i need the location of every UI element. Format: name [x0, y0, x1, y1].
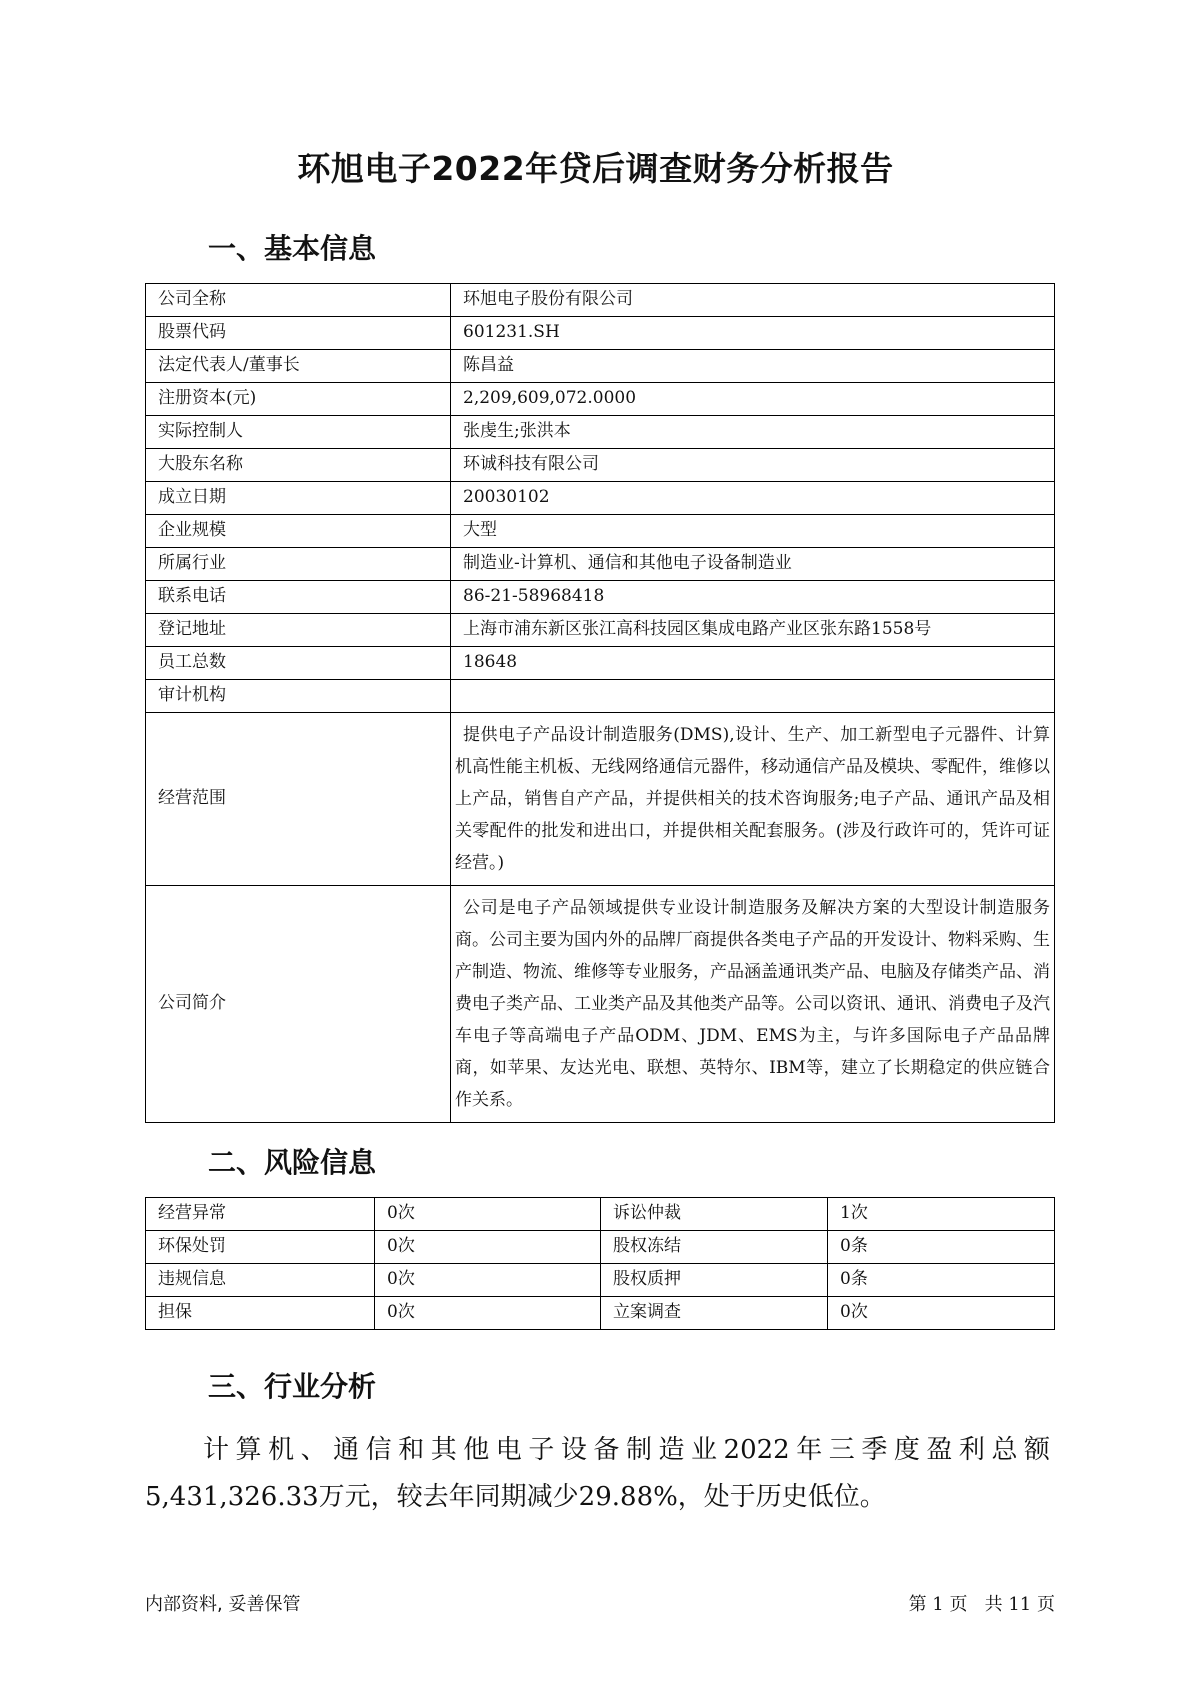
row-label: 大股东名称: [146, 449, 451, 482]
table-row: [146, 515, 1055, 548]
table-row: [146, 581, 1055, 614]
risk-value: 1次: [828, 1198, 1055, 1231]
table-row: [146, 614, 1055, 647]
business-scope-label: 经营范围: [146, 713, 451, 886]
table-row: [146, 548, 1055, 581]
table-row: [146, 383, 1055, 416]
table-row: [146, 1264, 1055, 1297]
row-value: 86-21-58968418: [451, 581, 1055, 614]
row-value: 2,209,609,072.0000: [451, 383, 1055, 416]
row-label: 公司全称: [146, 284, 451, 317]
risk-info-table: [145, 1197, 1055, 1330]
row-value: [451, 680, 1055, 713]
row-value: 陈昌益: [451, 350, 1055, 383]
footer-confidential-note: 内部资料, 妥善保管: [145, 1594, 301, 1615]
table-row: [146, 350, 1055, 383]
risk-value: 0次: [375, 1231, 601, 1264]
risk-value: 0次: [375, 1264, 601, 1297]
row-label: 登记地址: [146, 614, 451, 647]
table-row-company-profile: [146, 886, 1055, 1123]
row-label: 股票代码: [146, 317, 451, 350]
row-label: 注册资本(元): [146, 383, 451, 416]
risk-value: 0条: [828, 1264, 1055, 1297]
table-row: [146, 416, 1055, 449]
row-value: 上海市浦东新区张江高科技园区集成电路产业区张东路1558号: [451, 614, 1055, 647]
company-profile-label: 公司简介: [146, 886, 451, 1123]
table-row: [146, 1198, 1055, 1231]
section-heading-industry-analysis: 三、行业分析: [208, 1370, 377, 1403]
table-row: [146, 1297, 1055, 1330]
row-value: 环旭电子股份有限公司: [451, 284, 1055, 317]
row-value: 大型: [451, 515, 1055, 548]
risk-value: 0条: [828, 1231, 1055, 1264]
table-row: [146, 449, 1055, 482]
table-row: [146, 647, 1055, 680]
company-profile-text: 公司是电子产品领域提供专业设计制造服务及解决方案的大型设计制造服务商。公司主要为国内外的品牌厂商提供各类电子产品的开发设计、物料采购、生产制造、物流、维修等专业服务，产品涵盖通讯类产品、电脑及存储类产品、消费电子类产品、工业类产品及其他类产品等。公司以资讯、通讯、消费电子及汽车电子等高端电子产品ODM、JDM、EMS为主，与许多国际电子产品品牌商，如苹果、友达光电、联想、英特尔、IBM等，建立了长期稳定的供应链合作关系。: [451, 886, 1055, 1123]
page-title: 环旭电子2022年贷后调查财务分析报告: [297, 149, 894, 188]
row-label: 联系电话: [146, 581, 451, 614]
risk-value: 0次: [828, 1297, 1055, 1330]
risk-label: 股权质押: [601, 1264, 828, 1297]
row-label: 员工总数: [146, 647, 451, 680]
table-row: [146, 1231, 1055, 1264]
row-value: 601231.SH: [451, 317, 1055, 350]
table-row-business-scope: [146, 713, 1055, 886]
table-row: [146, 284, 1055, 317]
row-value: 制造业-计算机、通信和其他电子设备制造业: [451, 548, 1055, 581]
industry-analysis-paragraph: 计算机、通信和其他电子设备制造业2022年三季度盈利总额5,431,326.33万元，较去年同期减少29.88%，处于历史低位。: [145, 1435, 1050, 1512]
business-scope-text: 提供电子产品设计制造服务(DMS),设计、生产、加工新型电子元器件、计算机高性能主机板、无线网络通信元器件，移动通信产品及模块、零配件，维修以上产品，销售自产产品，并提供相关的技术咨询服务;电子产品、通讯产品及相关零配件的批发和进出口，并提供相关配套服务。(涉及行政许可的，凭许可证经营。): [451, 713, 1055, 886]
row-label: 法定代表人/董事长: [146, 350, 451, 383]
risk-label: 环保处罚: [146, 1231, 375, 1264]
row-label: 审计机构: [146, 680, 451, 713]
row-value: 20030102: [451, 482, 1055, 515]
row-value: 18648: [451, 647, 1055, 680]
risk-label: 股权冻结: [601, 1231, 828, 1264]
risk-label: 担保: [146, 1297, 375, 1330]
table-row: [146, 680, 1055, 713]
risk-label: 诉讼仲裁: [601, 1198, 828, 1231]
basic-info-table: [145, 283, 1055, 1123]
risk-label: 立案调查: [601, 1297, 828, 1330]
risk-label: 经营异常: [146, 1198, 375, 1231]
risk-value: 0次: [375, 1297, 601, 1330]
risk-value: 0次: [375, 1198, 601, 1231]
footer-page-number: 第 1 页 共 11 页: [908, 1594, 1055, 1615]
row-label: 实际控制人: [146, 416, 451, 449]
row-value: 环诚科技有限公司: [451, 449, 1055, 482]
row-label: 企业规模: [146, 515, 451, 548]
table-row: [146, 317, 1055, 350]
risk-label: 违规信息: [146, 1264, 375, 1297]
section-heading-basic-info: 一、基本信息: [208, 232, 377, 265]
row-label: 所属行业: [146, 548, 451, 581]
row-label: 成立日期: [146, 482, 451, 515]
row-value: 张虔生;张洪本: [451, 416, 1055, 449]
table-row: [146, 482, 1055, 515]
section-heading-risk-info: 二、风险信息: [208, 1146, 377, 1179]
